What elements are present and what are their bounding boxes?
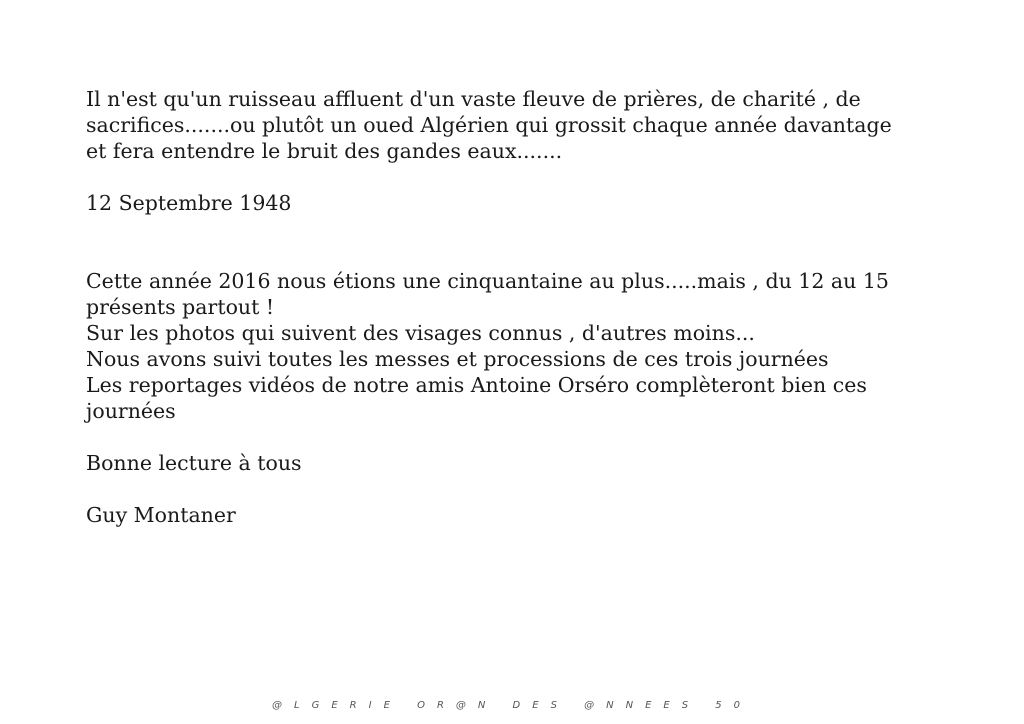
paragraph-1-line-1: Il n'est qu'un ruisseau affluent d'un vaste fleuve de prières, de charité , de xyxy=(86,87,861,111)
spacer xyxy=(86,424,946,450)
spacer xyxy=(86,216,946,268)
paragraph-1-line-3: et fera entendre le bruit des gandes eaux....... xyxy=(86,139,563,163)
closing-line: Bonne lecture à tous xyxy=(86,451,302,475)
spacer xyxy=(86,476,946,502)
spacer xyxy=(86,164,946,190)
paragraph-2-line-1: Cette année 2016 nous étions une cinquantaine au plus.....mais , du 12 au 15 xyxy=(86,269,889,293)
paragraph-2-line-4: Nous avons suivi toutes les messes et processions de ces trois journées xyxy=(86,347,829,371)
paragraph-1-line-2: sacrifices.......ou plutôt un oued Algérien qui grossit chaque année davantage xyxy=(86,113,892,137)
page-footer: @LGERIE OR@N DES @NNEES 50 xyxy=(272,700,752,711)
paragraph-2-line-5: Les reportages vidéos de notre amis Antoine Orséro complèteront bien ces xyxy=(86,373,867,397)
document-body xyxy=(86,86,946,528)
paragraph-2-line-3: Sur les photos qui suivent des visages connus , d'autres moins... xyxy=(86,321,755,345)
date-line: 12 Septembre 1948 xyxy=(86,191,292,215)
signature: Guy Montaner xyxy=(86,503,236,527)
paragraph-2-line-2: présents partout ! xyxy=(86,295,275,319)
paragraph-2-line-6: journées xyxy=(86,399,176,423)
